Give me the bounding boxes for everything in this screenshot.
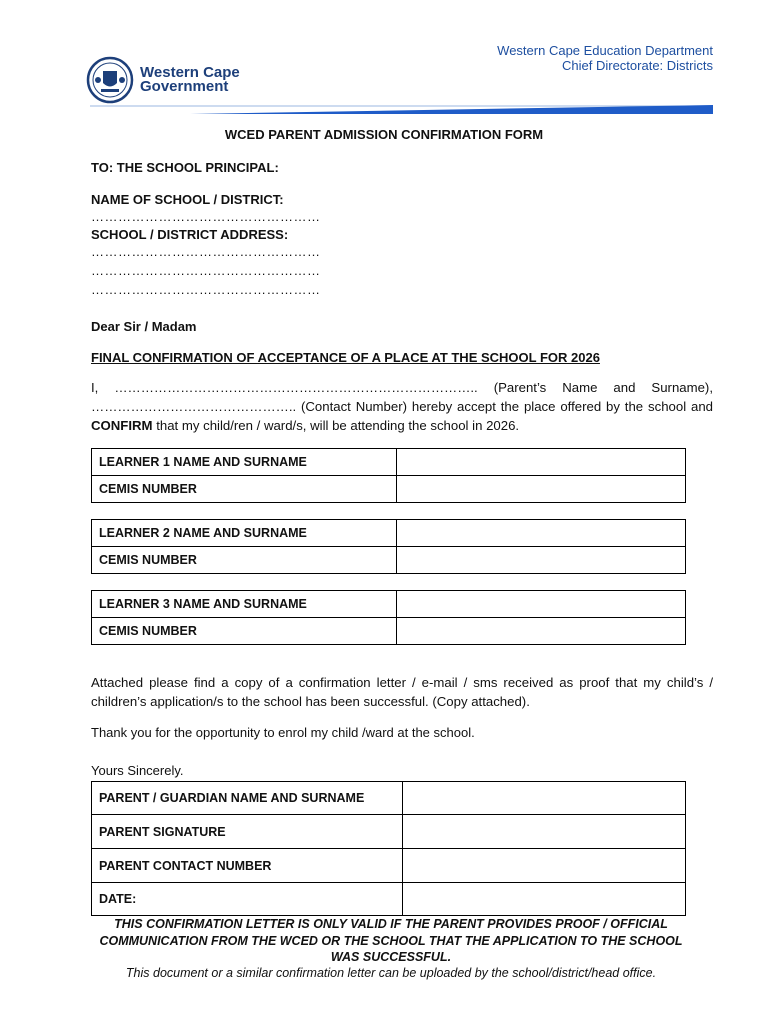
address-dots-3: …………………………………………… bbox=[91, 282, 321, 297]
learner-3-table bbox=[91, 590, 686, 645]
parent-name-field[interactable] bbox=[403, 782, 686, 815]
parent-signature-label: PARENT SIGNATURE bbox=[92, 815, 403, 849]
confirm-word: CONFIRM bbox=[91, 418, 153, 433]
learner-1-table bbox=[91, 448, 686, 503]
learner-1-name-label: LEARNER 1 NAME AND SURNAME bbox=[92, 449, 397, 476]
learner-2-cemis-field[interactable] bbox=[397, 547, 686, 574]
upload-note: This document or a similar confirmation letter can be uploaded by the school/district/head office. bbox=[125, 966, 657, 980]
date-label: DATE: bbox=[92, 883, 403, 916]
department-name: Western Cape Education Department bbox=[497, 43, 713, 58]
attached-paragraph: Attached please find a copy of a confirmation letter / e-mail / sms received as proof that my child’s / children’s application/s to the school has been successful. (Copy attached). bbox=[91, 675, 713, 709]
parent-name-label: PARENT / GUARDIAN NAME AND SURNAME bbox=[92, 782, 403, 815]
parent-contact-label: PARENT CONTACT NUMBER bbox=[92, 849, 403, 883]
learner-1-cemis-field[interactable] bbox=[397, 476, 686, 503]
address-dots-2: …………………………………………… bbox=[91, 263, 321, 278]
salutation: Dear Sir / Madam bbox=[91, 319, 197, 334]
learner-2-cemis-label: CEMIS NUMBER bbox=[92, 547, 397, 574]
acceptance-text: I, ……………………………………………………………………….. (Parent’s Name and Surname), ……………………………………….. (Contact Number) hereby accept the place offered by the school and bbox=[91, 380, 713, 414]
learner-2-name-label: LEARNER 2 NAME AND SURNAME bbox=[92, 520, 397, 547]
form-title: WCED PARENT ADMISSION CONFIRMATION FORM bbox=[224, 127, 544, 142]
directorate-name: Chief Directorate: Districts bbox=[562, 58, 713, 73]
learner-2-table bbox=[91, 519, 686, 574]
department-block bbox=[497, 43, 713, 73]
thanks-paragraph: Thank you for the opportunity to enrol my child /ward at the school. bbox=[91, 725, 475, 740]
logo-line-2: Government bbox=[140, 78, 229, 95]
school-address-label: SCHOOL / DISTRICT ADDRESS: bbox=[91, 227, 289, 242]
closing: Yours Sincerely. bbox=[91, 763, 184, 778]
header-bar bbox=[0, 92, 768, 116]
learner-3-name-field[interactable] bbox=[397, 591, 686, 618]
logo-line-1: Western Cape bbox=[140, 64, 240, 81]
school-name-dots: …………………………………………… bbox=[91, 209, 321, 224]
to-principal: TO: THE SCHOOL PRINCIPAL: bbox=[91, 160, 279, 175]
acceptance-paragraph bbox=[91, 378, 713, 435]
learner-3-cemis-field[interactable] bbox=[397, 618, 686, 645]
address-dots-1: …………………………………………… bbox=[91, 244, 321, 259]
school-name-label: NAME OF SCHOOL / DISTRICT: bbox=[91, 192, 284, 207]
learner-1-name-field[interactable] bbox=[397, 449, 686, 476]
acceptance-text-end: that my child/ren / ward/s, will be attending the school in 2026. bbox=[152, 418, 520, 433]
learner-2-name-field[interactable] bbox=[397, 520, 686, 547]
date-field[interactable] bbox=[403, 883, 686, 916]
parent-signature-field[interactable] bbox=[403, 815, 686, 849]
learner-3-cemis-label: CEMIS NUMBER bbox=[92, 618, 397, 645]
acceptance-heading: FINAL CONFIRMATION OF ACCEPTANCE OF A PLACE AT THE SCHOOL FOR 2026 bbox=[91, 350, 600, 365]
learner-3-name-label: LEARNER 3 NAME AND SURNAME bbox=[92, 591, 397, 618]
parent-table bbox=[91, 781, 686, 916]
parent-contact-field[interactable] bbox=[403, 849, 686, 883]
validity-notice: THIS CONFIRMATION LETTER IS ONLY VALID IF THE PARENT PROVIDES PROOF / OFFICIAL COMMUNICATION FROM THE WCED OR THE SCHOOL THAT THE APPLICATION TO THE SCHOOL WAS SUCCESSFUL. bbox=[99, 917, 683, 964]
learner-1-cemis-label: CEMIS NUMBER bbox=[92, 476, 397, 503]
